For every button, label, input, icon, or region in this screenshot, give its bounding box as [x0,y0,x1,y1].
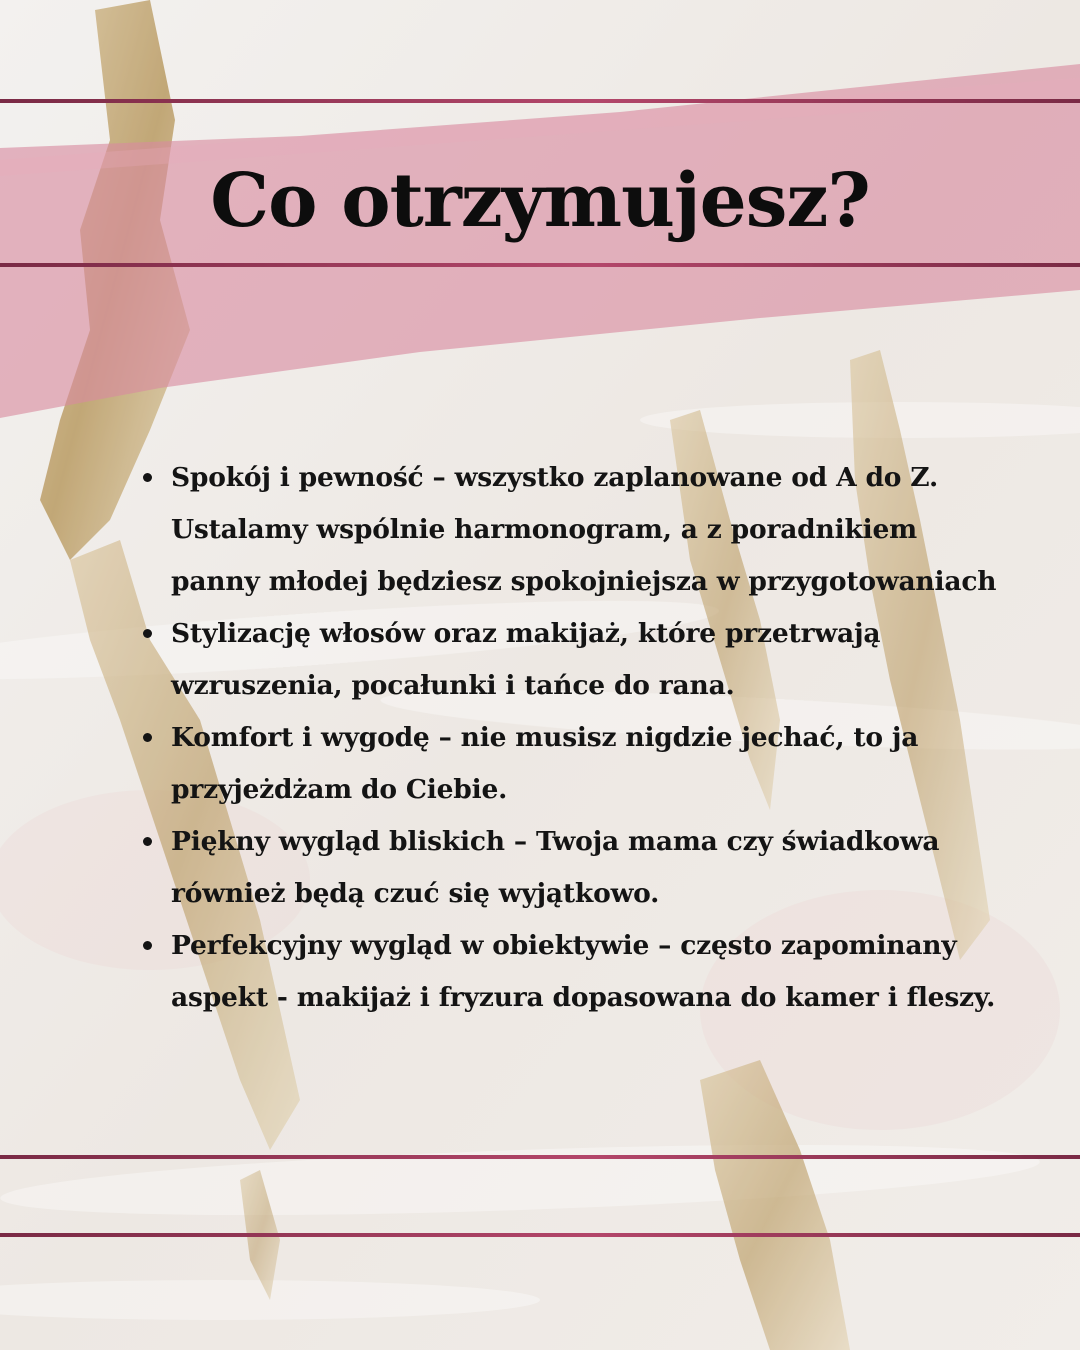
list-item-text: Stylizację włosów oraz makijaż, które przetrwają wzruszenia, pocałunki i tańce do rana. [171,618,881,701]
bottom-divider-line-1 [0,1155,1080,1159]
list-item [140,816,1000,920]
list-item-text: Perfekcyjny wygląd w obiektywie – często zapominany aspekt - makijaż i fryzura dopasowana do kamer i fleszy. [171,930,996,1013]
bullet-icon [143,733,152,742]
top-divider-line-1 [0,99,1080,103]
list-item-text: Piękny wygląd bliskich – Twoja mama czy świadkowa również będą czuć się wyjątkowo. [171,826,940,909]
benefits-list [140,452,1000,1024]
list-item [140,712,1000,816]
list-item [140,452,1000,608]
bottom-divider-line-2 [0,1233,1080,1237]
list-item-text: Komfort i wygodę – nie musisz nigdzie jechać, to ja przyjeżdżam do Ciebie. [171,722,919,805]
bullet-icon [143,473,152,482]
bullet-icon [143,837,152,846]
list-item [140,608,1000,712]
list-item [140,920,1000,1024]
page-title: Co otrzymujesz? [210,158,870,244]
bullet-icon [143,629,152,638]
top-divider-line-2 [0,263,1080,267]
list-item-text: Spokój i pewność – wszystko zaplanowane od A do Z. Ustalamy wspólnie harmonogram, a z poradnikiem panny młodej będziesz spokojniejsza w przygotowaniach [171,462,997,597]
bullet-icon [143,941,152,950]
